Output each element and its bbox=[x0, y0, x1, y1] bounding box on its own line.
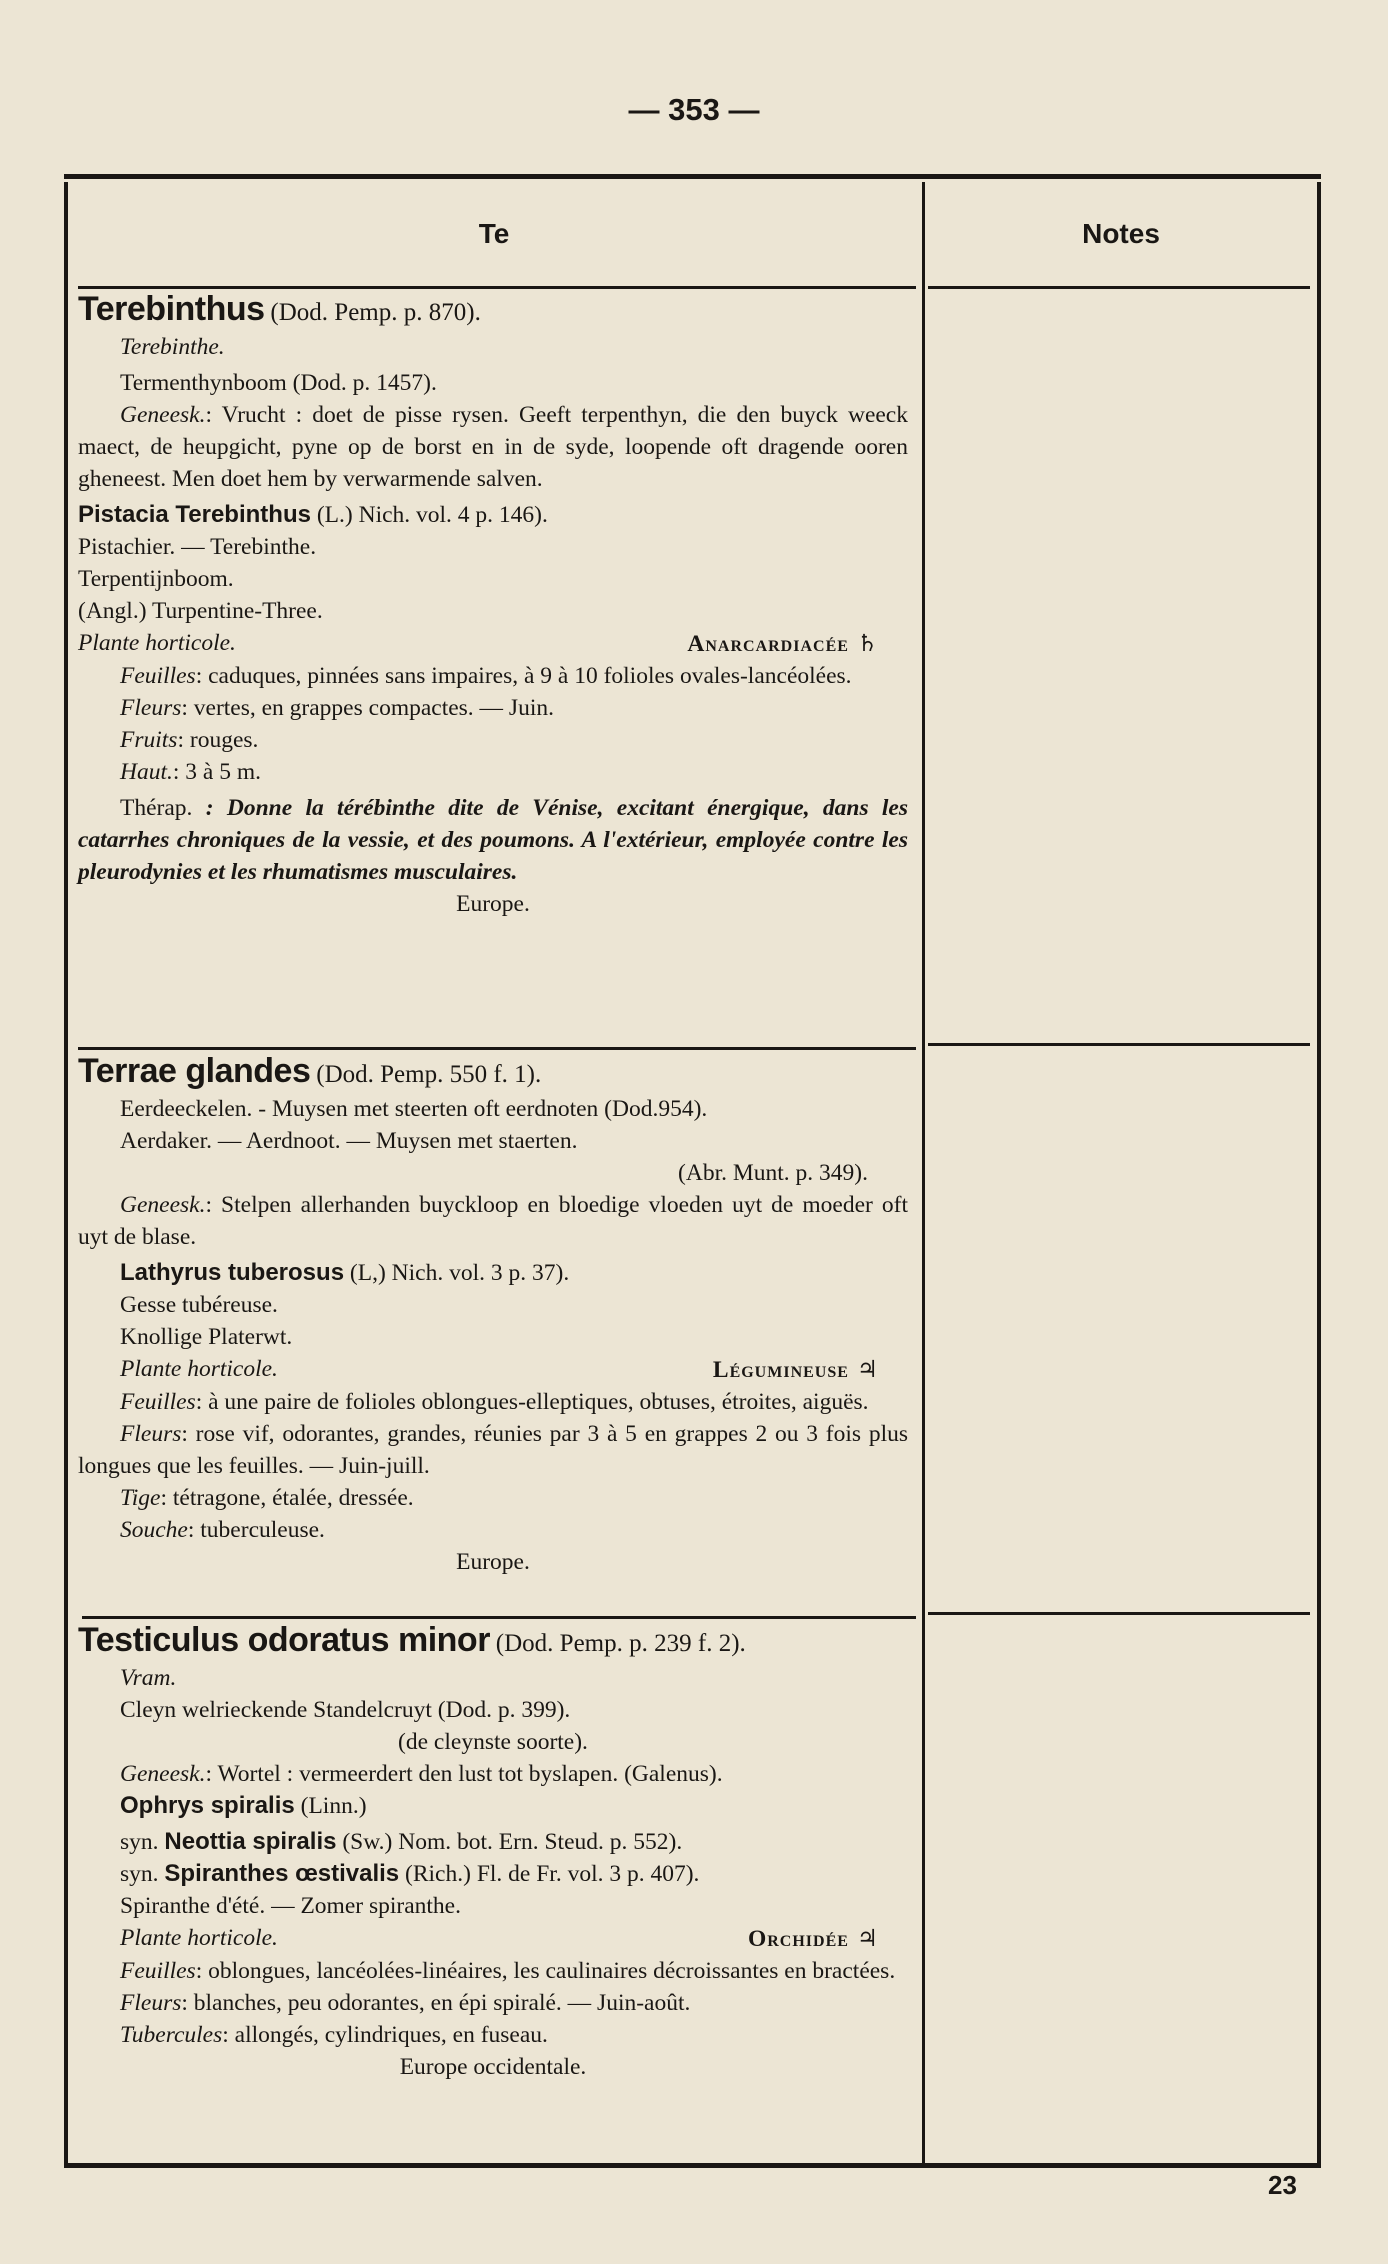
fleurs-text: : vertes, en grappes compactes. — Juin. bbox=[181, 695, 554, 721]
entry-terrae-glandes bbox=[78, 1052, 908, 1578]
common-name: Pistachier. — Terebinthe. bbox=[78, 534, 317, 560]
geneesk-label: Geneesk. bbox=[120, 1761, 206, 1787]
headword-reference: (Dod. Pemp. 550 f. 1). bbox=[316, 1061, 542, 1088]
tige-text: : tétragone, étalée, dressée. bbox=[160, 1485, 414, 1511]
fruits-label: Fruits bbox=[120, 727, 178, 753]
souche-text: : tuberculeuse. bbox=[187, 1517, 325, 1543]
geneesk-label: Geneesk. bbox=[120, 402, 206, 428]
fleurs-text: : blanches, peu odorantes, en épi spiralé. — Juin-août. bbox=[181, 1990, 691, 2016]
headword-reference: (Dod. Pemp. p. 239 f. 2). bbox=[495, 1630, 746, 1657]
synonym-label: syn. bbox=[120, 1861, 159, 1887]
height-label: Haut. bbox=[120, 759, 173, 785]
species-reference: (L,) Nich. vol. 3 p. 37). bbox=[349, 1260, 570, 1286]
dutch-name: Termenthynboom (Dod. p. 1457). bbox=[120, 370, 437, 396]
headword: Testiculus odoratus minor bbox=[78, 1621, 490, 1659]
column-header-notes: Notes bbox=[1082, 218, 1160, 249]
table-right-rule bbox=[1317, 182, 1321, 2168]
headword: Terrae glandes bbox=[78, 1052, 311, 1090]
feuilles-text: : oblongues, lancéolées-linéaires, les caulinaires décroissantes en bractées. bbox=[195, 1958, 896, 1984]
species-name: Lathyrus tuberosus bbox=[120, 1259, 345, 1286]
tubercules-label: Tubercules bbox=[120, 2022, 223, 2048]
common-name: (Angl.) Turpentine-Three. bbox=[78, 598, 323, 624]
region: Europe. bbox=[456, 891, 530, 917]
synonym-reference: (Rich.) Fl. de Fr. vol. 3 p. 407). bbox=[405, 1861, 700, 1887]
plant-family: Orchidée bbox=[747, 1926, 849, 1952]
fleurs-text: : rose vif, odorantes, grandes, réunies par 3 à 5 en grappes 2 ou 3 fois plus longues que les feuilles. — Juin-juill. bbox=[78, 1421, 908, 1479]
tige-label: Tige bbox=[120, 1485, 161, 1511]
perennial-symbol-icon: ♃ bbox=[856, 1355, 878, 1383]
feuilles-label: Feuilles bbox=[120, 1958, 196, 1984]
synonym-reference: (Sw.) Nom. bot. Ern. Steud. p. 552). bbox=[342, 1829, 683, 1855]
dutch-name-detail: (de cleynste soorte). bbox=[398, 1729, 588, 1755]
geneesk-text: : Vrucht : doet de pisse rysen. Geeft terpenthyn, die den buyck weeck maect, de heupgicht, pyne op de borst en in de syde, loopende oft dragende ooren gheneest. Men doet hem by verwarmende salven. bbox=[78, 402, 908, 492]
header-rule-notes bbox=[928, 286, 1310, 289]
table-column-divider bbox=[922, 182, 925, 2168]
plante-status: Plante horticole. bbox=[120, 1356, 278, 1382]
common-name: Knollige Platerwt. bbox=[120, 1324, 293, 1350]
dutch-name: Aerdaker. — Aerdnoot. — Muysen met staerten. bbox=[120, 1128, 578, 1154]
therap-label: Thérap. bbox=[120, 795, 193, 821]
feuilles-label: Feuilles bbox=[120, 1389, 196, 1415]
geneesk-text: : Wortel : vermeerdert den lust tot byslapen. (Galenus). bbox=[205, 1761, 723, 1787]
therap-text: : Donne la térébinthe dite de Vénise, excitant énergique, dans les catarrhes chroniques de la vessie, et des poumons. A l'extérieur, employée contre les pleurodynies et les rhumatismes musculaires. bbox=[78, 795, 909, 885]
fleurs-label: Fleurs bbox=[120, 695, 182, 721]
entry-rule bbox=[78, 1047, 916, 1050]
souche-label: Souche bbox=[120, 1517, 188, 1543]
dutch-name-reference: (Abr. Munt. p. 349). bbox=[678, 1160, 868, 1186]
species-name: Pistacia Terebinthus bbox=[78, 501, 311, 528]
dutch-name: Cleyn welrieckende Standelcruyt (Dod. p. 399). bbox=[120, 1697, 571, 1723]
headword-reference: (Dod. Pemp. p. 870). bbox=[270, 299, 481, 326]
plant-family: Anarcardiacée bbox=[687, 631, 849, 657]
feuilles-label: Feuilles bbox=[120, 663, 196, 689]
feuilles-text: : caduques, pinnées sans impaires, à 9 à 10 folioles ovales-lancéolées. bbox=[195, 663, 852, 689]
region: Europe. bbox=[456, 1549, 530, 1575]
height-text: : 3 à 5 m. bbox=[172, 759, 261, 785]
entry-rule bbox=[82, 1616, 916, 1619]
fruits-text: : rouges. bbox=[177, 727, 259, 753]
column-header-te: Te bbox=[478, 218, 510, 249]
common-name: Spiranthe d'été. — Zomer spiranthe. bbox=[120, 1893, 461, 1919]
species-reference: (L.) Nich. vol. 4 p. 146). bbox=[316, 502, 548, 528]
plante-status: Plante horticole. bbox=[78, 630, 236, 656]
french-name: Terebinthe. bbox=[120, 334, 225, 360]
entry-terebinthus bbox=[78, 290, 909, 920]
entry-testiculus-odoratus-minor bbox=[78, 1621, 908, 2083]
notes-rule bbox=[928, 1043, 1310, 1046]
geneesk-label: Geneesk. bbox=[120, 1192, 206, 1218]
feuilles-text: : à une paire de folioles oblongues-elleptiques, obtuses, étroites, aiguës. bbox=[195, 1389, 869, 1415]
region: Europe occidentale. bbox=[399, 2054, 587, 2080]
fleurs-label: Fleurs bbox=[120, 1421, 182, 1447]
fleurs-label: Fleurs bbox=[120, 1990, 182, 2016]
species-reference: (Linn.) bbox=[300, 1793, 367, 1819]
common-name: Gesse tubéreuse. bbox=[120, 1292, 278, 1318]
plant-family: Légumineuse bbox=[712, 1357, 849, 1383]
page-number-bottom: 23 bbox=[1268, 2170, 1297, 2200]
plante-status: Plante horticole. bbox=[120, 1925, 278, 1951]
header-rule-te bbox=[78, 286, 916, 289]
dutch-name: Eerdeeckelen. - Muysen met steerten oft eerdnoten (Dod.954). bbox=[120, 1096, 708, 1122]
page-number-top: — 353 — bbox=[628, 92, 760, 127]
headword: Terebinthus bbox=[78, 290, 265, 328]
perennial-symbol-icon: ♃ bbox=[856, 1924, 878, 1952]
shrub-symbol-icon: ♄ bbox=[856, 629, 878, 657]
synonym-species: Spiranthes œstivalis bbox=[164, 1860, 400, 1887]
common-name: Terpentijnboom. bbox=[78, 566, 234, 592]
synonym-label: syn. bbox=[120, 1829, 159, 1855]
synonym-species: Neottia spiralis bbox=[164, 1828, 337, 1855]
french-name: Vram. bbox=[120, 1665, 177, 1691]
tubercules-text: : allongés, cylindriques, en fuseau. bbox=[222, 2022, 548, 2048]
table-left-rule bbox=[64, 182, 68, 2168]
notes-rule bbox=[928, 1612, 1310, 1615]
species-name: Ophrys spiralis bbox=[120, 1792, 295, 1819]
geneesk-text: : Stelpen allerhanden buyckloop en bloedige vloeden uyt de moeder oft uyt de blase. bbox=[78, 1192, 908, 1250]
